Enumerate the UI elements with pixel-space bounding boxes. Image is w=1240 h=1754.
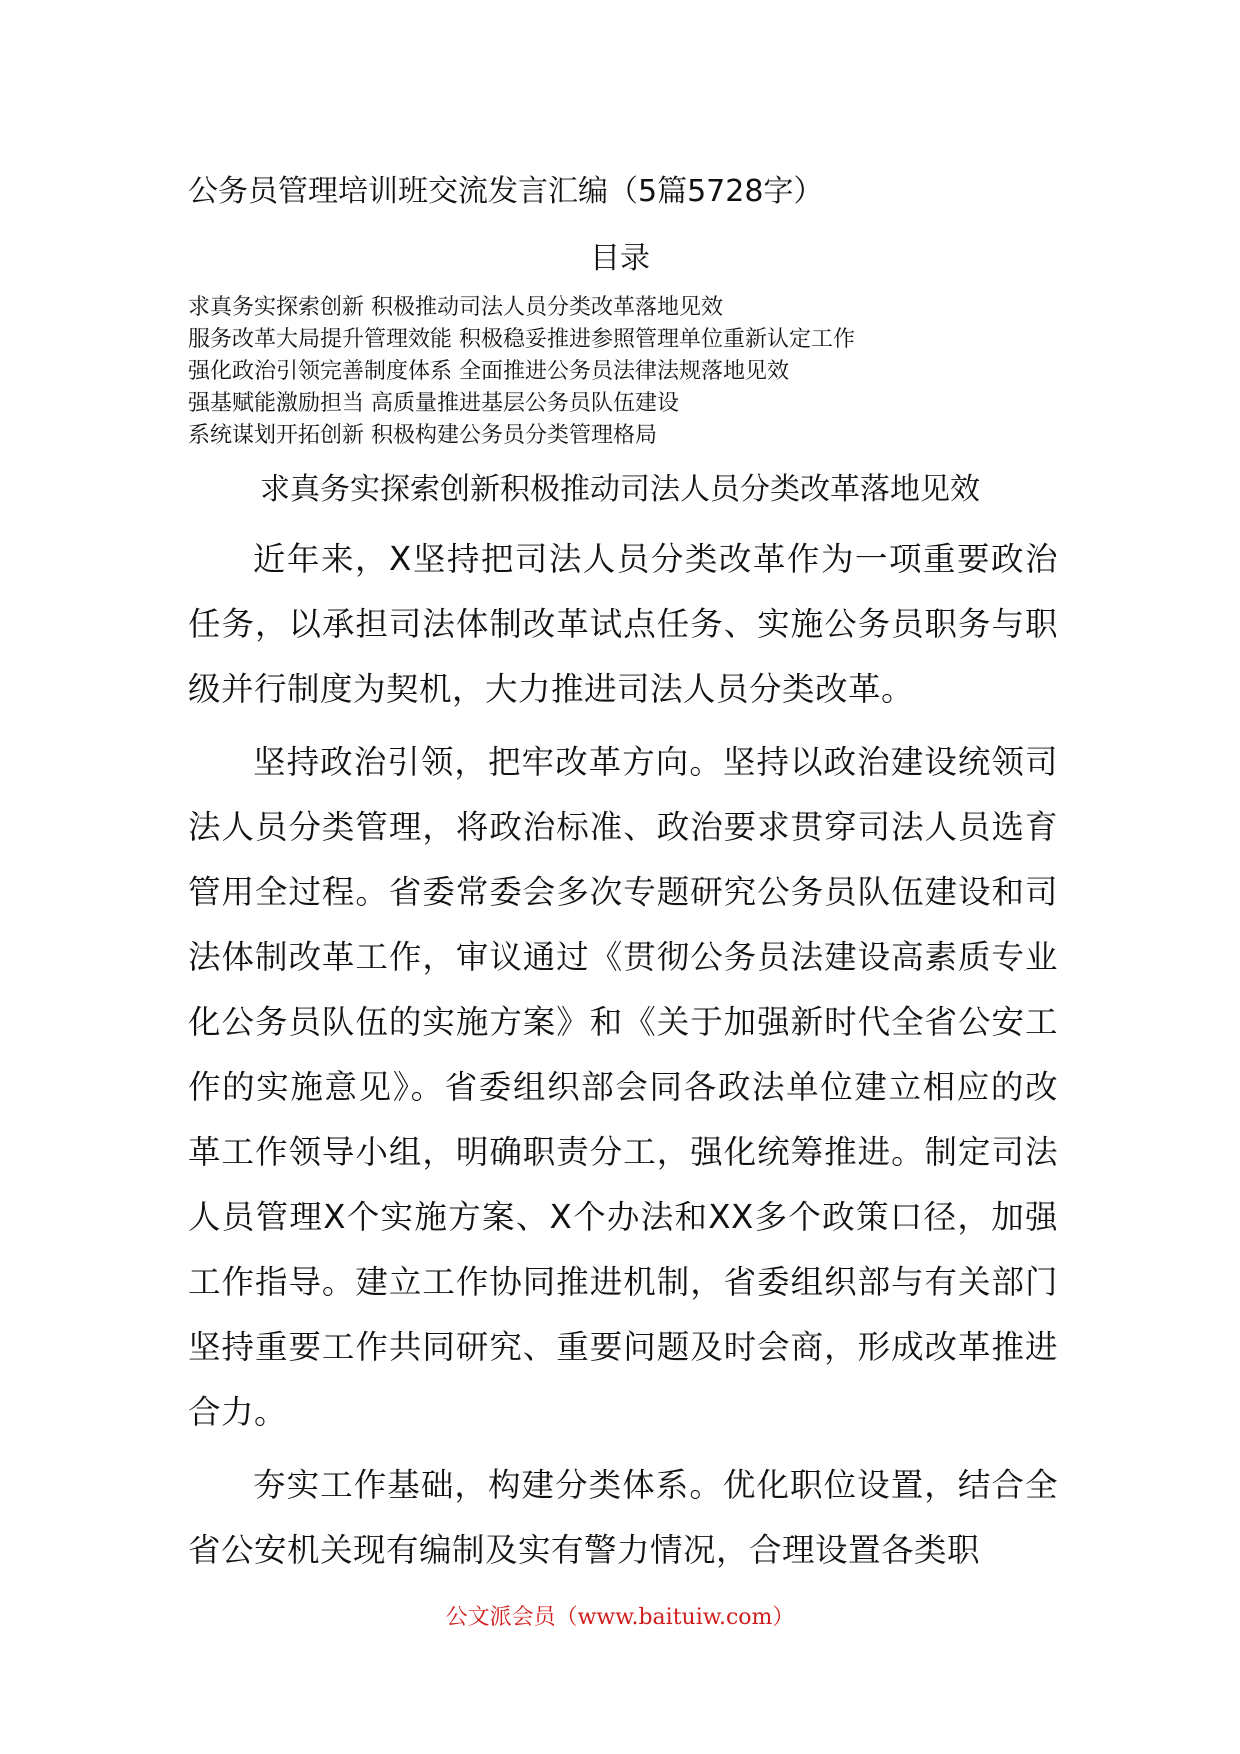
footer-watermark: 公文派会员（www.baituiw.com） — [445, 1605, 795, 1630]
toc-item: 系统谋划开拓创新 积极构建公务员分类管理格局 — [188, 423, 657, 448]
table-of-contents — [188, 292, 1068, 452]
toc-item: 服务改革大局提升管理效能 积极稳妥推进参照管理单位重新认定工作 — [188, 327, 855, 352]
toc-heading: 目录 — [590, 241, 650, 276]
section-title: 求真务实探索创新积极推动司法人员分类改革落地见效 — [260, 472, 980, 507]
toc-item: 求真务实探索创新 积极推动司法人员分类改革落地见效 — [188, 295, 723, 320]
paragraph: 坚持政治引领，把牢改革方向。坚持以政治建设统领司法人员分类管理，将政治标准、政治要求贯穿司法人员选育管用全过程。省委常委会多次专题研究公务员队伍建设和司法体制改革工作，审议通过《贯彻公务员法建设高素质专业化公务员队伍的实施方案》和《关于加强新时代全省公安工作的实施意见》。省委组织部会同各政法单位建立相应的改革工作领导小组，明确职责分工，强化统筹推进。制定司法人员管理X个实施方案、X个办法和XX多个政策口径，加强工作指导。建立工作协同推进机制，省委组织部与有关部门坚持重要工作共同研究、重要问题及时会商，形成改革推进合力。 — [188, 743, 1058, 1431]
document-title: 公务员管理培训班交流发言汇编（5篇5728字） — [188, 174, 824, 209]
paragraph: 近年来，X坚持把司法人员分类改革作为一项重要政治任务，以承担司法体制改革试点任务、实施公务员职务与职级并行制度为契机，大力推进司法人员分类改革。 — [188, 540, 1058, 708]
toc-item: 强化政治引领完善制度体系 全面推进公务员法律法规落地见效 — [188, 359, 789, 384]
paragraph: 夯实工作基础，构建分类体系。优化职位设置，结合全省公安机关现有编制及实有警力情况，合理设置各类职 — [188, 1466, 1058, 1569]
toc-item: 强基赋能激励担当 高质量推进基层公务员队伍建设 — [188, 391, 679, 416]
body-text — [188, 527, 1058, 1583]
